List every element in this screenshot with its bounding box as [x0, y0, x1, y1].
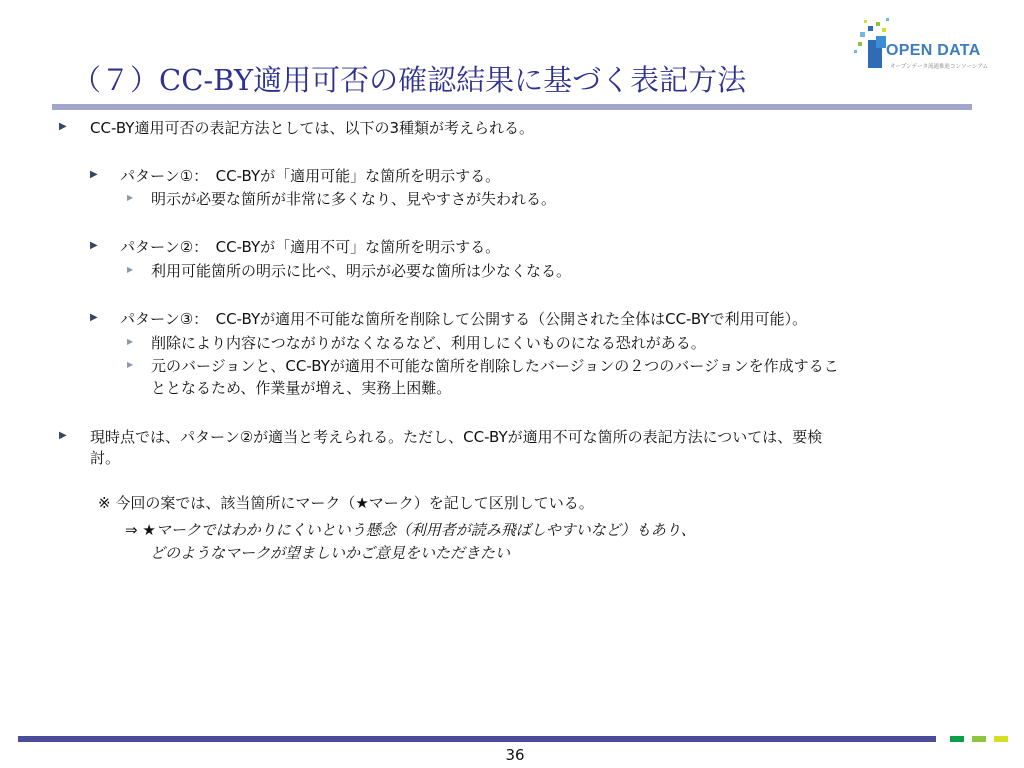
pattern-2-text: パターン②： CC-BYが「適用不可」な箇所を明示する。 [120, 238, 501, 256]
bullet-text: CC-BY適用可否の表記方法としては、以下の3種類が考えられる。 [90, 119, 535, 137]
pattern-3-text: パターン③： CC-BYが適用不可能な箇所を削除して公開する（公開された全体はCC-BYで利用可能）。 [120, 310, 808, 328]
footer-bar [18, 736, 936, 742]
bullet-arrow-icon: ▶ [90, 240, 98, 251]
pattern-3-detail-2-cont: ととなるため、作業量が増え、実務上困難。 [151, 379, 452, 397]
sub-bullet-arrow-icon: ▶ [127, 193, 134, 202]
logo-subtext: オープンデータ流通推進コンソーシアム [890, 64, 989, 70]
bullet-arrow-icon: ▶ [90, 169, 98, 180]
sub-bullet-arrow-icon: ▶ [127, 337, 134, 346]
pattern-3-detail-2: 元のバージョンと、CC-BYが適用不可能な箇所を削除したバージョンの２つのバージョンを作成するこ [151, 357, 839, 375]
page-number: 36 [505, 746, 525, 764]
conclusion-text-cont: 討。 [90, 449, 121, 467]
bullet-arrow-icon: ▶ [59, 121, 67, 132]
pattern-3-detail-1: 削除により内容につながりがなくなるなど、利用しにくいものになる恐れがある。 [151, 334, 706, 352]
title-underline [52, 104, 972, 110]
sub-bullet-arrow-icon: ▶ [127, 265, 134, 274]
note-line-1: ※ 今回の案では、該当箇所にマーク（★マーク）を記して区別している。 [98, 494, 594, 512]
pattern-2-detail: 利用可能箇所の明示に比べ、明示が必要な箇所は少なくなる。 [151, 262, 572, 280]
note-line-2: ⇒ ★マークではわかりにくいという懸念（利用者が読み飛ばしやすいなど）もあり、 [125, 521, 696, 539]
bullet-arrow-icon: ▶ [59, 430, 67, 441]
footer-square-green [950, 736, 964, 742]
sub-bullet-arrow-icon: ▶ [127, 360, 134, 369]
pattern-1-detail: 明示が必要な箇所が非常に多くなり、見やすさが失われる。 [151, 190, 557, 208]
conclusion-text: 現時点では、パターン②が適当と考えられる。ただし、CC-BYが適用不可な箇所の表記方法については、要検 [90, 428, 823, 446]
logo-text: OPEN DATA [886, 42, 981, 59]
slide-title: （７）CC-BY適用可否の確認結果に基づく表記方法 [72, 63, 747, 97]
footer-square-lime [972, 736, 986, 742]
bullet-arrow-icon: ▶ [90, 312, 98, 323]
footer-square-yellow [994, 736, 1008, 742]
pattern-1-text: パターン①： CC-BYが「適用可能」な箇所を明示する。 [120, 167, 501, 185]
note-line-3: どのようなマークが望ましいかご意見をいただきたい [150, 544, 511, 562]
